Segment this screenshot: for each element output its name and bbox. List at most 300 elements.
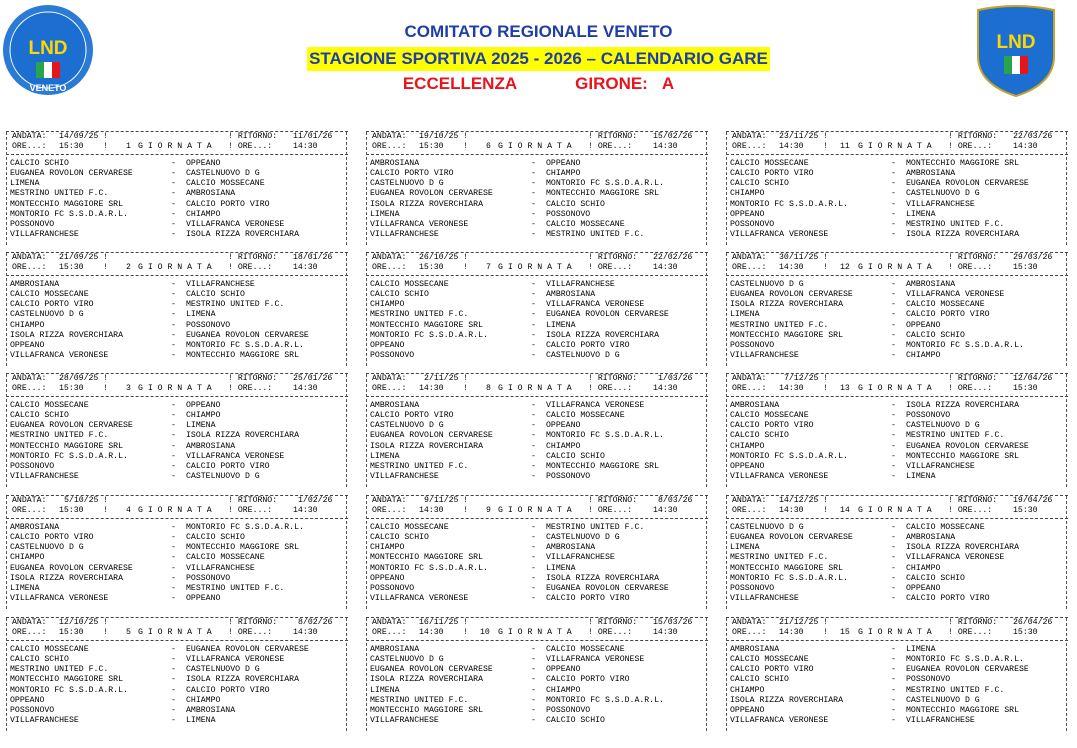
away-team: EUGANEA ROVOLON CERVARESE: [186, 645, 309, 655]
home-team: CALCIO PORTO VIRO: [730, 169, 814, 179]
home-team: MONTECCHIO MAGGIORE SRL: [370, 320, 484, 330]
match-row: [366, 564, 708, 574]
ore-label: ORE...:: [12, 263, 47, 273]
left-border: [6, 496, 7, 609]
ore-bang: !: [823, 142, 828, 152]
away-team: MONTECCHIO MAGGIORE SRL: [546, 461, 660, 471]
away-team: CALCIO PORTO VIRO: [186, 685, 270, 695]
home-team: EUGANEA ROVOLON CERVARESE: [10, 421, 133, 431]
match-row: [726, 564, 1068, 574]
ore-andata: 14:30: [419, 506, 444, 516]
match-dash: -: [171, 715, 176, 725]
home-team: CASTELNUOVO D G: [730, 523, 804, 533]
ore-ritorno: 14:30: [293, 384, 318, 394]
round-block: [726, 495, 1068, 609]
away-team: CALCIO MOSSECANE: [546, 219, 625, 229]
match-row: [6, 523, 348, 533]
match-dash: -: [531, 685, 536, 695]
away-team: MONTECCHIO MAGGIORE SRL: [906, 451, 1020, 461]
right-border: [706, 132, 707, 245]
ore-ritorno: 14:30: [653, 384, 678, 394]
away-team: ISOLA RIZZA ROVERCHIARA: [186, 229, 300, 239]
ritorno-label: ! RITORNO:: [588, 618, 638, 627]
match-dash: -: [891, 159, 896, 169]
giornata-label: G I O R N A T A: [138, 384, 212, 394]
match-dash: -: [531, 219, 536, 229]
ritorno-date: 18/01/26: [293, 253, 333, 262]
round-header-ore: [366, 384, 708, 394]
match-dash: -: [171, 523, 176, 533]
match-dash: -: [891, 715, 896, 725]
ore-bang: !: [103, 142, 108, 152]
right-border: [706, 496, 707, 609]
ritorno-label: ! RITORNO:: [948, 253, 998, 262]
away-team: OPPEANO: [546, 159, 581, 169]
match-row: [366, 310, 708, 320]
match-dash: -: [891, 471, 896, 481]
right-border: [706, 253, 707, 366]
match-row: [366, 645, 708, 655]
round-header-ore: [6, 142, 348, 152]
home-team: LIMENA: [370, 685, 400, 695]
home-team: OPPEANO: [10, 340, 45, 350]
match-dash: -: [171, 320, 176, 330]
match-row: [726, 543, 1068, 553]
home-team: AMBROSIANA: [370, 401, 420, 411]
match-row: [6, 321, 348, 331]
home-team: CALCIO PORTO VIRO: [370, 411, 454, 421]
ore-ritorno-bang: ! ORE...:: [588, 384, 633, 394]
ritorno-label: ! RITORNO:: [948, 374, 998, 383]
ore-ritorno-bang: ! ORE...:: [588, 506, 633, 516]
away-team: MESTRINO UNITED F.C.: [186, 300, 285, 310]
home-team: VILLAFRANCA VERONESE: [10, 350, 109, 360]
andata-bang: !: [103, 618, 108, 627]
match-row: [6, 706, 348, 716]
away-team: EUGANEA ROVOLON CERVARESE: [906, 179, 1029, 189]
round-block: [6, 617, 348, 731]
match-row: [726, 159, 1068, 169]
home-team: MONTORIO FC S.S.D.A.R.L.: [730, 451, 848, 461]
match-dash: -: [531, 695, 536, 705]
away-team: POSSONOVO: [546, 471, 591, 481]
match-row: [726, 462, 1068, 472]
ritorno-date: 26/04/26: [1013, 618, 1053, 627]
away-team: EUGANEA ROVOLON CERVARESE: [186, 330, 309, 340]
ore-ritorno-bang: ! ORE...:: [228, 263, 273, 273]
home-team: VILLAFRANCA VERONESE: [730, 715, 829, 725]
round-header-andata: [6, 618, 348, 628]
home-team: CASTELNUOVO D G: [10, 310, 84, 320]
home-team: MONTECCHIO MAGGIORE SRL: [10, 675, 124, 685]
round-header-andata: [726, 253, 1068, 263]
match-dash: -: [891, 401, 896, 411]
away-team: OPPEANO: [546, 665, 581, 675]
away-team: VILLAFRANCA VERONESE: [906, 553, 1005, 563]
ore-label: ORE...:: [732, 506, 767, 516]
home-team: ISOLA RIZZA ROVERCHIARA: [370, 199, 484, 209]
home-team: CALCIO SCHIO: [370, 533, 429, 543]
home-team: VILLAFRANCHESE: [730, 593, 799, 603]
match-row: [726, 431, 1068, 441]
match-row: [6, 533, 348, 543]
ritorno-date: 15/03/26: [653, 618, 693, 627]
match-row: [726, 421, 1068, 431]
round-block: [726, 131, 1068, 245]
ore-ritorno: 15:30: [1013, 628, 1038, 638]
match-row: [366, 706, 708, 716]
match-row: [366, 574, 708, 584]
match-dash: -: [891, 209, 896, 219]
home-team: EUGANEA ROVOLON CERVARESE: [370, 665, 493, 675]
away-team: MESTRINO UNITED F.C.: [906, 219, 1005, 229]
away-team: ISOLA RIZZA ROVERCHIARA: [186, 675, 300, 685]
match-row: [6, 159, 348, 169]
giornata-number: 5: [126, 628, 131, 638]
home-team: MONTECCHIO MAGGIORE SRL: [730, 330, 844, 340]
ore-label: ORE...:: [372, 142, 407, 152]
match-dash: -: [171, 573, 176, 583]
match-row: [6, 351, 348, 361]
right-border: [1066, 496, 1067, 609]
away-team: CALCIO SCHIO: [186, 290, 245, 300]
left-border: [366, 374, 367, 487]
match-row: [366, 200, 708, 210]
home-team: OPPEANO: [370, 340, 405, 350]
home-team: CHIAMPO: [10, 320, 45, 330]
season-title: STAGIONE SPORTIVA 2025 - 2026 – CALENDARIO GARE: [307, 47, 770, 71]
match-dash: -: [171, 645, 176, 655]
ore-ritorno: 14:30: [653, 628, 678, 638]
match-row: [726, 574, 1068, 584]
ore-label: ORE...:: [732, 263, 767, 273]
round-header-andata: [6, 132, 348, 142]
match-row: [366, 351, 708, 361]
match-dash: -: [531, 645, 536, 655]
match-row: [6, 594, 348, 604]
away-team: CALCIO MOSSECANE: [186, 553, 265, 563]
match-dash: -: [891, 219, 896, 229]
home-team: MESTRINO UNITED F.C.: [10, 665, 109, 675]
away-team: ISOLA RIZZA ROVERCHIARA: [546, 573, 660, 583]
home-team: AMBROSIANA: [10, 280, 60, 290]
match-dash: -: [171, 685, 176, 695]
home-team: POSSONOVO: [10, 461, 55, 471]
away-team: MESTRINO UNITED F.C.: [546, 523, 645, 533]
page-header: [0, 0, 1077, 125]
left-border: [6, 374, 7, 487]
away-team: MONTORIO FC S.S.D.A.R.L.: [906, 655, 1024, 665]
ore-andata: 14:30: [779, 506, 804, 516]
right-border: [346, 132, 347, 245]
away-team: LIMENA: [186, 715, 216, 725]
home-team: CALCIO SCHIO: [10, 411, 69, 421]
andata-bang: !: [823, 253, 828, 262]
home-team: OPPEANO: [730, 209, 765, 219]
svg-text:LND: LND: [996, 32, 1036, 53]
left-border: [726, 374, 727, 487]
andata-label: ANDATA:: [372, 253, 407, 262]
match-row: [6, 574, 348, 584]
giornata-number: 2: [126, 263, 131, 273]
away-team: VILLAFRANCHESE: [546, 280, 615, 290]
match-dash: -: [531, 583, 536, 593]
ore-label: ORE...:: [12, 628, 47, 638]
away-team: CALCIO MOSSECANE: [546, 645, 625, 655]
match-dash: -: [531, 310, 536, 320]
match-row: [366, 331, 708, 341]
giornata-number: 11: [840, 142, 850, 152]
league-title: [0, 74, 1077, 94]
ore-ritorno-bang: ! ORE...:: [228, 384, 273, 394]
ore-andata: 15:30: [59, 506, 84, 516]
match-dash: -: [891, 451, 896, 461]
away-team: AMBROSIANA: [546, 543, 596, 553]
away-team: POSSONOVO: [906, 411, 951, 421]
away-team: EUGANEA ROVOLON CERVARESE: [906, 441, 1029, 451]
match-dash: -: [891, 411, 896, 421]
away-team: VILLAFRANCA VERONESE: [186, 655, 285, 665]
away-team: POSSONOVO: [906, 675, 951, 685]
match-row: [366, 442, 708, 452]
match-dash: -: [531, 523, 536, 533]
away-team: CALCIO SCHIO: [546, 199, 605, 209]
right-border: [1066, 374, 1067, 487]
ore-ritorno: 15:30: [1013, 263, 1038, 273]
away-team: CALCIO SCHIO: [906, 330, 965, 340]
home-team: AMBROSIANA: [370, 159, 420, 169]
giornata-number: 10: [480, 628, 490, 638]
away-team: CALCIO PORTO VIRO: [546, 340, 630, 350]
home-team: MONTECCHIO MAGGIORE SRL: [10, 199, 124, 209]
match-dash: -: [531, 715, 536, 725]
match-dash: -: [171, 229, 176, 239]
match-dash: -: [171, 189, 176, 199]
away-team: CALCIO PORTO VIRO: [906, 310, 990, 320]
ritorno-label: ! RITORNO:: [228, 496, 278, 505]
home-team: EUGANEA ROVOLON CERVARESE: [730, 290, 853, 300]
match-dash: -: [531, 553, 536, 563]
home-team: LIMENA: [730, 543, 760, 553]
home-team: EUGANEA ROVOLON CERVARESE: [370, 431, 493, 441]
ore-bang: !: [103, 628, 108, 638]
match-dash: -: [531, 401, 536, 411]
match-dash: -: [171, 441, 176, 451]
match-row: [366, 341, 708, 351]
match-row: [726, 665, 1068, 675]
andata-date: 9/11/25: [424, 496, 459, 505]
ritorno-label: ! RITORNO:: [948, 132, 998, 141]
match-row: [366, 401, 708, 411]
home-team: OPPEANO: [370, 573, 405, 583]
match-dash: -: [171, 431, 176, 441]
match-row: [366, 421, 708, 431]
away-team: MONTORIO FC S.S.D.A.R.L.: [546, 431, 664, 441]
away-team: VILLAFRANCHESE: [906, 461, 975, 471]
ore-label: ORE...:: [372, 384, 407, 394]
round-header-ore: [6, 506, 348, 516]
ore-bang: !: [463, 263, 468, 273]
match-row: [726, 169, 1068, 179]
giornata-label: G I O R N A T A: [498, 142, 572, 152]
round-block: [6, 373, 348, 487]
match-dash: -: [891, 645, 896, 655]
match-row: [6, 645, 348, 655]
home-team: POSSONOVO: [370, 583, 415, 593]
andata-bang: !: [823, 496, 828, 505]
match-row: [366, 462, 708, 472]
home-team: CALCIO MOSSECANE: [370, 523, 449, 533]
match-dash: -: [531, 320, 536, 330]
ritorno-label: ! RITORNO:: [588, 374, 638, 383]
ore-andata: 15:30: [419, 263, 444, 273]
away-team: CHIAMPO: [546, 169, 581, 179]
ore-andata: 14:30: [779, 142, 804, 152]
match-dash: -: [531, 573, 536, 583]
home-team: VILLAFRANCHESE: [370, 471, 439, 481]
home-team: VILLAFRANCA VERONESE: [370, 593, 469, 603]
match-dash: -: [171, 553, 176, 563]
ore-bang: !: [463, 142, 468, 152]
match-row: [6, 655, 348, 665]
home-team: EUGANEA ROVOLON CERVARESE: [10, 169, 133, 179]
match-dash: -: [531, 179, 536, 189]
giornata-number: 9: [486, 506, 491, 516]
away-team: MONTECCHIO MAGGIORE SRL: [546, 189, 660, 199]
away-team: LIMENA: [186, 310, 216, 320]
away-team: EUGANEA ROVOLON CERVARESE: [546, 583, 669, 593]
match-row: [726, 645, 1068, 655]
match-row: [6, 462, 348, 472]
away-team: MONTORIO FC S.S.D.A.R.L.: [906, 340, 1024, 350]
giornata-label: G I O R N A T A: [498, 384, 572, 394]
away-team: OPPEANO: [186, 159, 221, 169]
ore-ritorno-bang: ! ORE...:: [228, 506, 273, 516]
away-team: AMBROSIANA: [186, 705, 236, 715]
home-team: CALCIO MOSSECANE: [370, 280, 449, 290]
match-row: [366, 543, 708, 553]
home-team: CASTELNUOVO D G: [730, 280, 804, 290]
round-header-ore: [366, 263, 708, 273]
home-team: VILLAFRANCHESE: [730, 350, 799, 360]
giornata-label: G I O R N A T A: [858, 384, 932, 394]
away-team: CASTELNUOVO D G: [546, 350, 620, 360]
andata-date: 14/12/25: [779, 496, 819, 505]
left-border: [726, 618, 727, 731]
away-team: LIMENA: [186, 421, 216, 431]
match-dash: -: [531, 563, 536, 573]
andata-date: 23/11/25: [779, 132, 819, 141]
home-team: CASTELNUOVO D G: [370, 655, 444, 665]
round-block: [726, 252, 1068, 366]
match-dash: -: [171, 340, 176, 350]
ore-andata: 14:30: [419, 628, 444, 638]
home-team: CALCIO MOSSECANE: [10, 401, 89, 411]
right-border: [346, 374, 347, 487]
giornata-number: 6: [486, 142, 491, 152]
match-dash: -: [171, 593, 176, 603]
andata-label: ANDATA:: [12, 253, 47, 262]
ritorno-date: 25/01/26: [293, 374, 333, 383]
andata-label: ANDATA:: [372, 374, 407, 383]
match-dash: -: [891, 461, 896, 471]
giornata-label: G I O R N A T A: [858, 263, 932, 273]
ore-ritorno: 14:30: [293, 506, 318, 516]
round-block: [726, 373, 1068, 487]
ore-ritorno: 14:30: [653, 263, 678, 273]
away-team: CALCIO PORTO VIRO: [186, 461, 270, 471]
away-team: VILLAFRANCA VERONESE: [546, 300, 645, 310]
andata-label: ANDATA:: [12, 374, 47, 383]
match-dash: -: [171, 695, 176, 705]
match-row: [726, 300, 1068, 310]
round-header-andata: [366, 374, 708, 384]
andata-label: ANDATA:: [732, 618, 767, 627]
away-team: CALCIO SCHIO: [906, 573, 965, 583]
round-block: [366, 495, 708, 609]
ore-label: ORE...:: [732, 142, 767, 152]
match-row: [6, 553, 348, 563]
match-row: [6, 230, 348, 240]
away-team: ISOLA RIZZA ROVERCHIARA: [186, 431, 300, 441]
match-row: [726, 584, 1068, 594]
match-dash: -: [531, 209, 536, 219]
home-team: MONTORIO FC S.S.D.A.R.L.: [730, 199, 848, 209]
match-row: [366, 696, 708, 706]
away-team: CASTELNUOVO D G: [186, 665, 260, 675]
away-team: LIMENA: [546, 563, 576, 573]
home-team: MONTECCHIO MAGGIORE SRL: [370, 705, 484, 715]
ore-ritorno-bang: ! ORE...:: [588, 263, 633, 273]
away-team: OPPEANO: [906, 583, 941, 593]
andata-bang: !: [463, 496, 468, 505]
ore-andata: 14:30: [779, 263, 804, 273]
home-team: OPPEANO: [730, 705, 765, 715]
match-dash: -: [171, 421, 176, 431]
match-dash: -: [171, 583, 176, 593]
match-row: [726, 179, 1068, 189]
match-row: [6, 564, 348, 574]
away-team: CHIAMPO: [906, 563, 941, 573]
away-team: OPPEANO: [186, 593, 221, 603]
match-dash: -: [891, 350, 896, 360]
ore-ritorno-bang: ! ORE...:: [948, 142, 993, 152]
home-team: CALCIO MOSSECANE: [730, 655, 809, 665]
giornata-label: G I O R N A T A: [858, 628, 932, 638]
match-dash: -: [891, 179, 896, 189]
right-border: [706, 374, 707, 487]
ore-andata: 14:30: [779, 628, 804, 638]
ore-label: ORE...:: [732, 384, 767, 394]
match-dash: -: [531, 655, 536, 665]
home-team: MESTRINO UNITED F.C.: [10, 189, 109, 199]
home-team: POSSONOVO: [370, 350, 415, 360]
match-dash: -: [531, 705, 536, 715]
ore-andata: 14:30: [419, 384, 444, 394]
ore-bang: !: [463, 384, 468, 394]
away-team: CALCIO MOSSECANE: [906, 300, 985, 310]
match-dash: -: [171, 451, 176, 461]
match-row: [366, 452, 708, 462]
away-team: CASTELNUOVO D G: [546, 533, 620, 543]
andata-bang: !: [463, 374, 468, 383]
left-border: [726, 253, 727, 366]
home-team: AMBROSIANA: [730, 401, 780, 411]
ritorno-date: 29/03/26: [1013, 253, 1053, 262]
andata-date: 26/10/25: [419, 253, 459, 262]
home-team: AMBROSIANA: [370, 645, 420, 655]
away-team: VILLAFRANCA VERONESE: [906, 290, 1005, 300]
